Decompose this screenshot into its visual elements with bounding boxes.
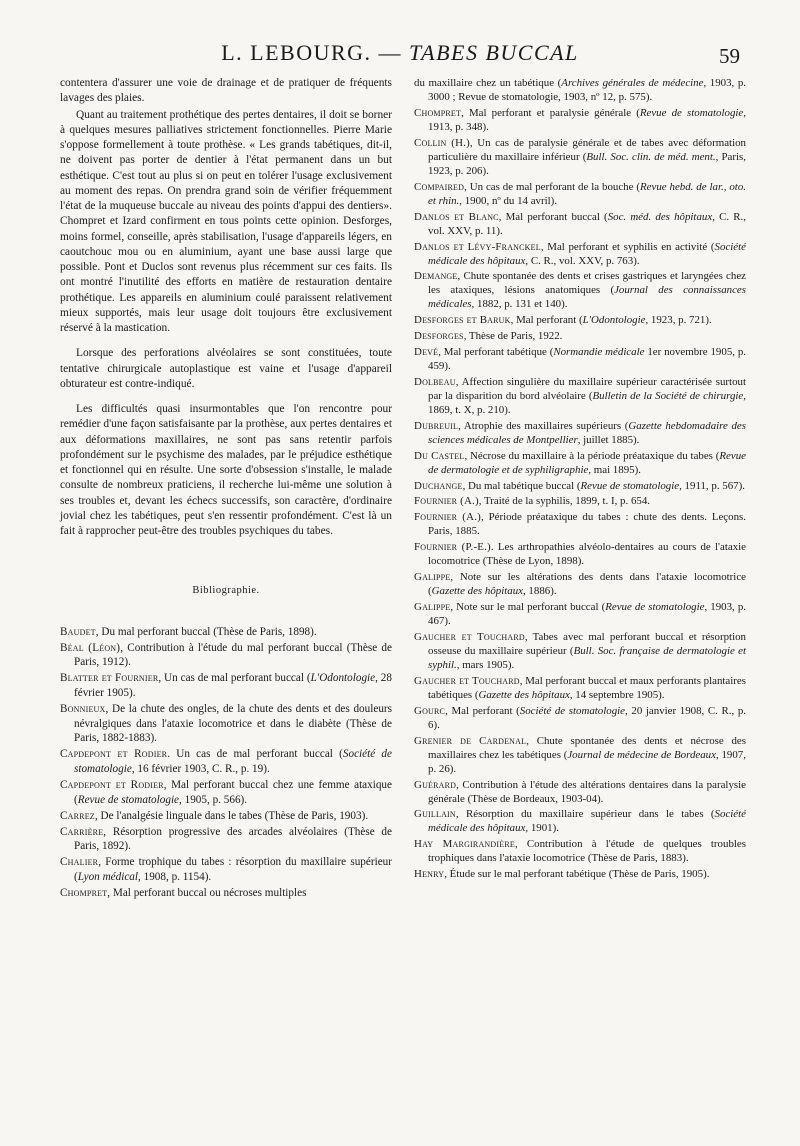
reference-author: Carrière — [60, 825, 104, 838]
reference-entry — [414, 600, 746, 628]
reference-entry — [414, 375, 746, 417]
reference-entry — [414, 778, 746, 806]
reference-entry — [414, 867, 746, 881]
paragraph-prosthesis: Quant au traitement prothétique des pertes dentaires, il doit se borner à quelques mesures palliatives strictement fonctionnelles. Pierre Marie s'oppose formellement à toute prothèse. « Les grands tabétiques, dit-il, ne doivent pas porter de dentier à l'état permanent dans un but esthétique. C'est tout au plus si on peut en tolérer l'usage exclusivement au moment des repas. On prendra grand soin de vérifier fréquemment l'état de la muqueuse buccale au niveau des points d'appui des dentiers». Chompret et Izard confirment en tous points cette opinion. Desforges, moins formel, conseille, après stabilisation, l'usage d'appareils légers, en caoutchouc mou ou en aluminium, ayant une base aussi large que possible. Pont et Duclos sont revenus plus récemment sur ces faits. Ils ont montré l'inutilité des efforts en matière de restauration dentaire prothétique. Les appareils en aluminium coulé paraissent relativement mieux supportés, mais leur usage doit toujours être exclusivement réservé à la mastication. — [60, 108, 392, 334]
reference-author: Danlos et Blanc — [414, 210, 499, 223]
reference-journal: Revue de stomatologie — [77, 793, 180, 806]
reference-author: Gourc — [414, 704, 446, 717]
reference-tail: , C. R., vol. XXV, p. 11). — [428, 210, 746, 237]
reference-entry — [60, 886, 392, 901]
reference-journal: Société de stomatologie — [74, 748, 392, 775]
reference-text: , Contribution à l'étude des altérations dentaires dans la paralysie générale (Thèse de Bordeaux, 1903-04). — [428, 778, 746, 805]
reference-entry — [414, 345, 746, 373]
reference-author: Chompret — [414, 106, 462, 119]
reference-tail: , 1882, p. 131 et 140). — [471, 298, 568, 311]
reference-entry — [60, 702, 392, 746]
reference-text: , Contribution à l'étude du mal perforant buccal (Thèse de Paris, 1912). — [74, 641, 392, 669]
reference-author: Devé — [414, 346, 439, 359]
reference-text: . Un cas de mal perforant buccal ( — [167, 748, 343, 761]
reference-journal: Gazette hebdomadaire des sciences médicales de Montpellier — [428, 419, 746, 446]
reference-author: Dolbeau — [414, 375, 456, 388]
reference-tail: , mars 1905). — [456, 658, 515, 671]
reference-text: , Traité de la syphilis, 1899, t. I, p. 654. — [478, 495, 651, 508]
reference-journal: Bull. Soc. française de dermatologie et syphil. — [428, 644, 746, 671]
reference-entry — [414, 510, 746, 538]
reference-text: , Mal perforant ( — [510, 314, 583, 327]
reference-tail: , mai 1895). — [588, 463, 641, 476]
paragraph-perforations: Lorsque des perforations alvéolaires se sont constituées, toute tentative chirurgicale autoplastique est vaine et l'usage d'appareil obturateur est contre-indiqué. — [60, 347, 392, 390]
reference-text: , Nécrose du maxillaire à la période préataxique du tabes ( — [464, 449, 720, 462]
reference-text: , Chute spontanée des dents et crises gastriques et laryngées chez les ataxiques, lésions anatomiques ( — [428, 270, 746, 297]
reference-tail: , 1907, p. 26). — [428, 748, 746, 775]
reference-tail: , juillet 1885). — [577, 433, 640, 446]
paragraph-psychism: Les difficultés quasi insurmontables que l'on rencontre pour remédier d'une façon satisfaisante par la prothèse, aux pertes dentaires et aux déformations maxillaires, ne sont pas sans retentir parfois profondément sur le psychisme des malades, par le préjudice esthétique et fonctionnel qui en résulte. Une sorte d'obsession s'installe, le malade consulte de nombreux praticiens, il recherche lui-même une solution à ses troubles et, devant les échecs successifs, son caractère, d'ordinaire jovial chez les tabétiques, peut s'en ressentir profondément. C'est là un fait à rapprocher peut-être des troubles psychiques du tabes. — [60, 403, 392, 537]
reference-text: , Du mal tabétique buccal ( — [462, 479, 581, 492]
reference-tail: , 1911, p. 567). — [679, 479, 745, 492]
reference-entry — [414, 313, 746, 327]
reference-text: , De l'analgésie linguale dans le tabes (Thèse de Paris, 1903). — [94, 809, 369, 822]
running-title-author: L. LEBOURG. — — [221, 40, 410, 65]
reference-author: Duchange — [414, 479, 463, 492]
page-header — [0, 40, 800, 70]
reference-tail: , 1908, p. 1154). — [138, 871, 212, 883]
reference-author: Hay Margirandière — [414, 838, 515, 851]
reference-journal: Archives générales de médecine — [561, 77, 704, 89]
reference-journal: Société médicale des hôpitaux — [428, 808, 746, 835]
reference-author: Guérard — [414, 778, 457, 791]
reference-journal: Société de stomatologie — [519, 704, 626, 717]
reference-entry — [414, 106, 746, 134]
reference-text: , Un cas de paralysie générale et de tabes avec déformation particulière du maxillaire inférieur ( — [428, 136, 746, 163]
reference-author: Galippe — [414, 600, 451, 613]
reference-author: Desforges et Baruk — [414, 314, 511, 327]
reference-entry — [414, 419, 746, 447]
reference-entry — [60, 671, 392, 700]
reference-author: Blatter et Fournier — [60, 672, 159, 685]
reference-text: , Mal perforant et syphilis en activité ( — [540, 240, 715, 253]
reference-author: Gaucher et Touchard — [414, 630, 525, 643]
reference-tail: , C. R., vol. XXV, p. 763). — [525, 254, 640, 267]
reference-journal: Lyon médical — [77, 871, 138, 883]
reference-text: , Étude sur le mal perforant tabétique (Thèse de Paris, 1905). — [444, 868, 710, 881]
reference-author: Béal (Léon) — [60, 641, 121, 654]
reference-journal: Bull. Soc. clin. de méd. ment. — [586, 150, 716, 163]
reference-journal: Revue hebd. de lar., oto. et rhin. — [428, 180, 746, 207]
reference-entry — [414, 674, 746, 702]
reference-author: Capdepont et Rodier — [60, 778, 164, 791]
reference-entry — [60, 855, 392, 884]
reference-text: , Période préataxique du tabes : chute des dents. Leçons. Paris, 1885. — [428, 511, 746, 538]
reference-list-right — [414, 76, 746, 881]
right-column — [414, 76, 746, 883]
reference-text: , Note sur le mal perforant buccal ( — [450, 600, 606, 613]
reference-journal: Journal des connaissances médicales — [428, 284, 746, 311]
reference-tail: , 1913, p. 348). — [428, 106, 747, 133]
reference-author: Compaired — [414, 180, 465, 193]
reference-author: Gaucher et Touchard — [414, 674, 520, 687]
reference-entry — [60, 778, 392, 807]
reference-text: , Affection singulière du maxillaire supérieur caractérisée surtout par la disparition du bord alvéolaire ( — [428, 375, 746, 402]
reference-text: , Un cas de mal perforant de la bouche ( — [464, 180, 640, 193]
reference-entry — [414, 210, 746, 238]
reference-entry — [414, 807, 746, 835]
reference-author: Du Castel — [414, 449, 465, 462]
reference-entry — [414, 240, 746, 268]
reference-journal: Journal de médecine de Bordeaux — [567, 748, 716, 761]
reference-author: Fournier (P.-E.) — [414, 541, 491, 554]
reference-tail: , 1869, t. X, p. 210). — [428, 389, 746, 416]
reference-journal: Revue de stomatologie — [605, 600, 705, 613]
reference-text: , Mal perforant et paralysie générale ( — [461, 106, 640, 119]
reference-text: , Chute spontanée des dents et nécrose des maxillaires chez les tabétiques ( — [428, 734, 746, 761]
reference-text: , Résorption du maxillaire supérieur dans le tabes ( — [455, 808, 715, 821]
reference-author: Baudet — [60, 625, 96, 638]
reference-tail: 1er novembre 1905, p. 459). — [428, 346, 747, 373]
reference-list-left — [60, 625, 392, 901]
reference-author: Grenier de Cardenal — [414, 734, 527, 747]
reference-tail: , 20 janvier 1908, C. R., p. 6). — [428, 704, 746, 731]
reference-author: Carrez — [60, 809, 95, 822]
reference-text: , Mal perforant buccal ou nécroses multiples — [107, 887, 307, 900]
reference-text: , Mal perforant buccal ( — [498, 210, 608, 223]
reference-tail: , 16 février 1903, C. R., p. 19). — [131, 762, 270, 775]
reference-author: Chompret — [60, 887, 108, 900]
reference-journal: Bulletin de la Société de chirurgie — [592, 389, 744, 402]
reference-journal: Revue de stomatologie — [639, 106, 744, 119]
reference-tail: , 1886). — [522, 585, 557, 598]
reference-entry — [414, 76, 746, 104]
reference-entry — [414, 479, 746, 493]
reference-author: Chalier — [60, 856, 99, 869]
reference-journal: Revue de dermatologie et de syphiligraphie — [428, 449, 747, 476]
page-number: 59 — [719, 44, 740, 68]
reference-author: Capdepont et Rodier — [60, 748, 168, 761]
reference-tail: , 1905, p. 566). — [179, 793, 248, 806]
reference-author: Fournier (A.) — [414, 511, 481, 524]
reference-author: Henry — [414, 868, 445, 881]
reference-text: , Du mal perforant buccal (Thèse de Paris, 1898). — [95, 625, 317, 638]
reference-journal: Normandie médicale — [553, 346, 645, 359]
reference-author: Dubreuil — [414, 419, 459, 432]
reference-journal: Gazette des hôpitaux — [478, 688, 570, 701]
reference-text: , Mal perforant buccal chez une femme ataxique ( — [74, 778, 392, 806]
reference-entry — [414, 570, 746, 598]
reference-author: Fournier (A.) — [414, 495, 479, 508]
reference-entry — [60, 641, 392, 670]
reference-tail: , 28 février 1905). — [74, 672, 392, 699]
reference-text: , Mal perforant tabétique ( — [438, 346, 554, 359]
reference-entry — [414, 449, 746, 477]
reference-text: , Thèse de Paris, 1922. — [463, 330, 563, 343]
reference-text: , Note sur les altérations des dents dans l'ataxie locomotrice ( — [428, 571, 746, 598]
reference-text: , Contribution à l'étude de quelques troubles trophiques dans l'ataxie locomotrice (Thèse de Paris, 1883). — [428, 838, 746, 865]
reference-tail: , 14 septembre 1905). — [569, 688, 665, 701]
bibliography-heading: Bibliographie. — [192, 585, 260, 597]
reference-journal: L'Odontologie — [310, 672, 376, 685]
reference-journal: Gazette des hôpitaux — [431, 585, 523, 598]
reference-text: du maxillaire chez un tabétique ( — [414, 77, 562, 89]
left-column — [60, 76, 392, 902]
reference-author: Galippe — [414, 571, 451, 584]
reference-entry — [414, 136, 746, 178]
reference-author: Bonnieux — [60, 702, 106, 715]
reference-author: Desforges — [414, 330, 464, 343]
reference-text: , Mal perforant buccal et maux perforants plantaires tabétiques ( — [428, 674, 746, 701]
reference-tail: , 1903, p. 467). — [428, 600, 747, 628]
reference-entry — [414, 494, 746, 508]
reference-tail: , 1900, nº du 14 avril). — [459, 194, 558, 207]
reference-text: , Résorption progressive des arcades alvéolaires (Thèse de Paris, 1892). — [74, 825, 392, 853]
reference-entry — [414, 734, 746, 776]
reference-text: , Un cas de mal perforant buccal ( — [158, 672, 311, 685]
reference-journal: L'Odontologie — [582, 314, 646, 327]
reference-tail: , 1903, p. 3000 ; Revue de stomatologie, 1903, nº 12, p. 575). — [428, 77, 746, 104]
reference-entry — [60, 625, 392, 640]
running-title — [0, 40, 800, 66]
reference-entry — [414, 630, 746, 672]
reference-text: . Les arthropathies alvéolo-dentaires au cours de l'ataxie locomotrice (Thèse de Lyon, 1898). — [428, 541, 746, 568]
reference-tail: , 1923, p. 721). — [645, 314, 712, 327]
reference-author: Collin (H.) — [414, 136, 470, 149]
reference-text: , Mal perforant ( — [445, 704, 520, 717]
reference-text: , Forme trophique du tabes : résorption du maxillaire supérieur ( — [74, 856, 392, 883]
reference-text: , Tabes avec mal perforant buccal et résorption osseuse du maxillaire supérieur ( — [428, 630, 747, 657]
reference-journal: Société médicale des hôpitaux — [428, 240, 746, 267]
reference-entry — [60, 747, 392, 776]
reference-journal: Soc. méd. des hôpitaux — [607, 210, 713, 223]
reference-author: Danlos et Lévy-Franckel — [414, 240, 541, 253]
reference-text: , Atrophie des maxillaires supérieurs ( — [458, 419, 629, 432]
paragraph-continued: contentera d'assurer une voie de drainage et de pratiquer de fréquents lavages des plaies. — [60, 77, 392, 105]
reference-text: , De la chute des ongles, de la chute des dents et des douleurs névralgiques dans l'ataxie locomotrice et dans le diabète (Thèse de Paris, 1882-1883). — [74, 702, 392, 745]
reference-entry — [414, 329, 746, 343]
reference-tail: , Paris, 1923, p. 206). — [428, 150, 746, 177]
reference-entry — [414, 704, 746, 732]
reference-entry — [60, 809, 392, 824]
reference-entry — [414, 180, 746, 208]
reference-tail: , 1901). — [525, 822, 559, 835]
reference-journal: Revue de stomatologie — [580, 479, 680, 492]
reference-entry — [414, 269, 746, 311]
reference-author: Guillain — [414, 808, 456, 821]
running-title-topic: TABES BUCCAL — [409, 40, 579, 65]
reference-entry — [414, 837, 746, 865]
reference-entry — [414, 540, 746, 568]
reference-entry — [60, 825, 392, 854]
reference-author: Demange — [414, 270, 458, 283]
